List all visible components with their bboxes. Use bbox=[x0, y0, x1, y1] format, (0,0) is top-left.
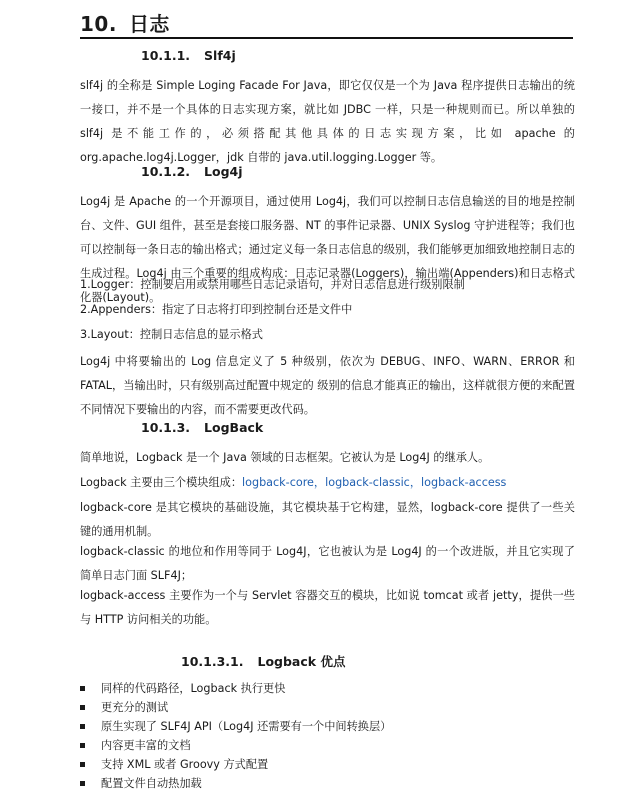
list-item: 支持 XML 或者 Groovy 方式配置 bbox=[80, 756, 268, 774]
logback-number: 10.1.3. bbox=[141, 420, 191, 435]
log4j-item-logger: 1.Logger：控制要启用或禁用哪些日志记录语句，并对日志信息进行级别限制 bbox=[80, 278, 465, 291]
log4j-levels-paragraph: Log4j 中将要输出的 Log 信息定义了 5 种级别，依次为 DEBUG、INFO、WARN、ERROR 和 FATAL，当输出时，只有级别高过配置中规定的 级别的信息才能真正的输出，这样就很方便的来配置不同情况下要输出的内容，而不需要更改代码。 bbox=[80, 355, 575, 416]
slf4j-number: 10.1.1. bbox=[141, 48, 191, 63]
bullet-icon bbox=[80, 743, 85, 748]
advantages-heading bbox=[181, 652, 345, 670]
log4j-heading bbox=[141, 164, 243, 179]
bullet-icon bbox=[80, 781, 85, 786]
slf4j-paragraph: slf4j 的全称是 Simple Loging Facade For Java，即它仅仅是一个为 Java 程序提供日志输出的统一接口，并不是一个具体的日志实现方案，就比如 JDBC 一样，只是一种规则而已。所以单独的 slf4j 是不能工作的，必须搭配其他具体的日志实现方案，比如 apache 的 org.apache.log4j.Logger，jdk 自带的 java.util.logging.Logger 等。 bbox=[80, 79, 575, 164]
advantages-title: Logback 优点 bbox=[257, 654, 346, 669]
log4j-item-layout: 3.Layout：控制日志信息的显示格式 bbox=[80, 328, 263, 341]
logback-classic-paragraph: logback-classic 的地位和作用等同于 Log4J，它也被认为是 Log4J 的一个改进版，并且它实现了简单日志门面 SLF4J； bbox=[80, 545, 575, 582]
section-title: 日志 bbox=[128, 12, 170, 36]
slf4j-title: Slf4j bbox=[204, 48, 236, 63]
logback-access-paragraph: logback-access 主要作为一个与 Servlet 容器交互的模块，比如说 tomcat 或者 jetty，提供一些与 HTTP 访问相关的功能。 bbox=[80, 589, 575, 626]
list-item: 更充分的测试 bbox=[80, 699, 168, 717]
advantages-number: 10.1.3.1. bbox=[181, 654, 244, 669]
list-item: 内容更丰富的文档 bbox=[80, 737, 191, 755]
logback-title: LogBack bbox=[204, 420, 264, 435]
bullet-icon bbox=[80, 724, 85, 729]
log4j-title: Log4j bbox=[204, 164, 243, 179]
logback-intro: 简单地说，Logback 是一个 Java 领域的日志框架。它被认为是 Log4J 的继承人。 bbox=[80, 451, 490, 464]
logback-heading bbox=[141, 420, 263, 435]
log4j-intro-paragraph: Log4j 是 Apache 的一个开源项目，通过使用 Log4j，我们可以控制日志信息输送的目的地是控制台、文件、GUI 组件，甚至是套接口服务器、NT 的事件记录器、UNIX Syslog 守护进程等；我们也可以控制每一条日志的输出格式；通过定义每一条日志信息的级别，我们能够更加细致地控制日志的生成过程。Log4j 由三个重要的组成构成：日志记录器(Loggers)，输出端(Appenders)和日志格式化器(Layout)。 bbox=[80, 195, 575, 304]
list-item: 原生实现了 SLF4J API（Log4J 还需要有一个中间转换层） bbox=[80, 718, 391, 736]
slf4j-heading bbox=[141, 48, 236, 63]
section-number: 10. bbox=[80, 12, 117, 36]
logback-modules-line bbox=[80, 474, 506, 492]
log4j-number: 10.1.2. bbox=[141, 164, 191, 179]
section-heading bbox=[80, 8, 170, 37]
bullet-icon bbox=[80, 705, 85, 710]
list-item: 同样的代码路径，Logback 执行更快 bbox=[80, 680, 285, 698]
heading-rule bbox=[80, 37, 573, 39]
logback-core-paragraph: logback-core 是其它模块的基础设施，其它模块基于它构建，显然，logback-core 提供了一些关键的通用机制。 bbox=[80, 501, 575, 538]
list-item: 配置文件自动热加载 bbox=[80, 775, 202, 793]
log4j-item-appenders: 2.Appenders：指定了日志将打印到控制台还是文件中 bbox=[80, 303, 353, 316]
logback-modules-list: logback-core，logback-classic，logback-access bbox=[242, 476, 507, 489]
logback-modules-prefix: Logback 主要由三个模块组成： bbox=[80, 476, 243, 489]
bullet-icon bbox=[80, 686, 85, 691]
bullet-icon bbox=[80, 762, 85, 767]
